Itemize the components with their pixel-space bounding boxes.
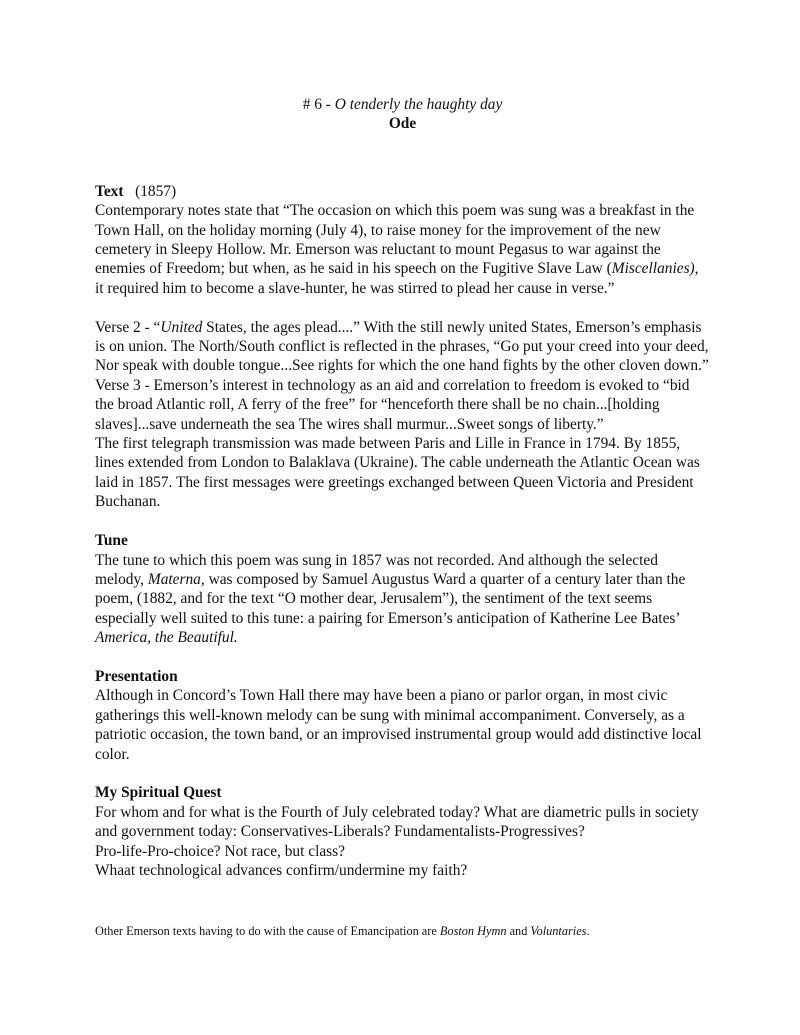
hymn-number: # 6 - — [302, 96, 335, 113]
tune-paragraph — [95, 551, 710, 648]
spacer — [95, 298, 710, 317]
spacer — [95, 764, 710, 783]
footer-mid: and — [506, 924, 531, 938]
text-p1-em: Miscellanies), — [611, 260, 699, 278]
text-heading: Text — [95, 182, 124, 200]
hymn-title: Ode — [388, 115, 417, 133]
quest-line-2: Pro-life-Pro-choice? Not race, but class? — [95, 842, 345, 860]
tune-em1: Materna, — [147, 570, 205, 588]
quest-line-3: Whaat technological advances confirm/undermine my faith? — [95, 861, 468, 879]
spacer — [95, 512, 710, 531]
verse-3-paragraph: Verse 3 - Emerson’s interest in technology as an aid and correlation to freedom is evoked to “bid the broad Atlantic roll, A ferry of the free” for “henceforth there shall be no chain...[holding slaves]...save underneath the sea The wires shall murmur...Sweet songs of liberty.” — [95, 376, 690, 433]
footer-em1: Boston Hymn — [439, 924, 507, 938]
text-p1-b: it required him to become a slave-hunter, he was stirred to plead her cause in verse.” — [95, 279, 615, 297]
footer-note — [95, 923, 590, 939]
telegraph-paragraph: The first telegraph transmission was made between Paris and Lille in France in 1794. By 1855, lines extended from London to Balaklava (Ukraine). The cable underneath the Atlantic Ocean was laid in 1857. The first messages were greetings exchanged between Queen Victoria and President Buchanan. — [95, 435, 700, 511]
verse-2-em: United — [160, 318, 203, 336]
spacer — [95, 134, 710, 182]
hymn-number-line — [95, 95, 710, 114]
verse-2-b: States, the ages plead....” With the still newly united States, Emerson’s emphasis is on union. The North/South conflict is reflected in the phrases, “Go put your creed into your deed, Nor speak with double tongue...See rights for which the one hand fights by the other cloven down.” — [95, 318, 709, 375]
text-heading-line — [95, 182, 710, 201]
document-page — [95, 95, 710, 880]
quest-heading: My Spiritual Quest — [95, 784, 222, 802]
text-year: (1857) — [135, 182, 177, 200]
verse-2-a: Verse 2 - “ — [95, 318, 161, 336]
verse-2-paragraph — [95, 318, 710, 376]
footer-a: Other Emerson texts having to do with the cause of Emancipation are — [95, 924, 440, 938]
footer-em2: Voluntaries — [530, 924, 587, 938]
footer-end: . — [586, 924, 590, 938]
tune-b: was composed by Samuel Augustus Ward a quarter of a century later than the poem, (1882, and for the text “O mother dear, Jerusalem”), the sentiment of the text seems especially well suited to this tune: a pairing for Emerson’s anticipation of Katherine Lee Bates’ — [95, 570, 686, 627]
spacer — [95, 648, 710, 667]
presentation-paragraph: Although in Concord’s Town Hall there may have been a piano or parlor organ, in most civic gatherings this well-known melody can be sung with minimal accompaniment. Conversely, as a patriotic occasion, the town band, or an improvised instrumental group would add distinctive local color. — [95, 687, 702, 763]
tune-heading: Tune — [95, 532, 128, 550]
quest-line-1: For whom and for what is the Fourth of July celebrated today? What are diametric pulls in society and government today: Conservatives-Liberals? Fundamentalists-Progressives? — [95, 803, 699, 841]
tune-a: The tune to which this poem was sung in 1857 was not recorded. And although the selected melody, — [95, 551, 658, 588]
presentation-heading: Presentation — [95, 667, 178, 685]
text-paragraph-1 — [95, 201, 710, 298]
text-p1-a: Contemporary notes state that “The occasion on which this poem was sung was a breakfast in the Town Hall, on the holiday morning (July 4), to raise money for the improvement of the new cemetery in Sleepy Hollow. Mr. Emerson was reluctant to mount Pegasus to war against the enemies of Freedom; but when, as he said in his speech on the Fugitive Slave Law ( — [95, 202, 695, 278]
tune-em2: America, the Beautiful. — [95, 629, 238, 647]
hymn-first-line: O tenderly the haughty day — [334, 96, 503, 113]
